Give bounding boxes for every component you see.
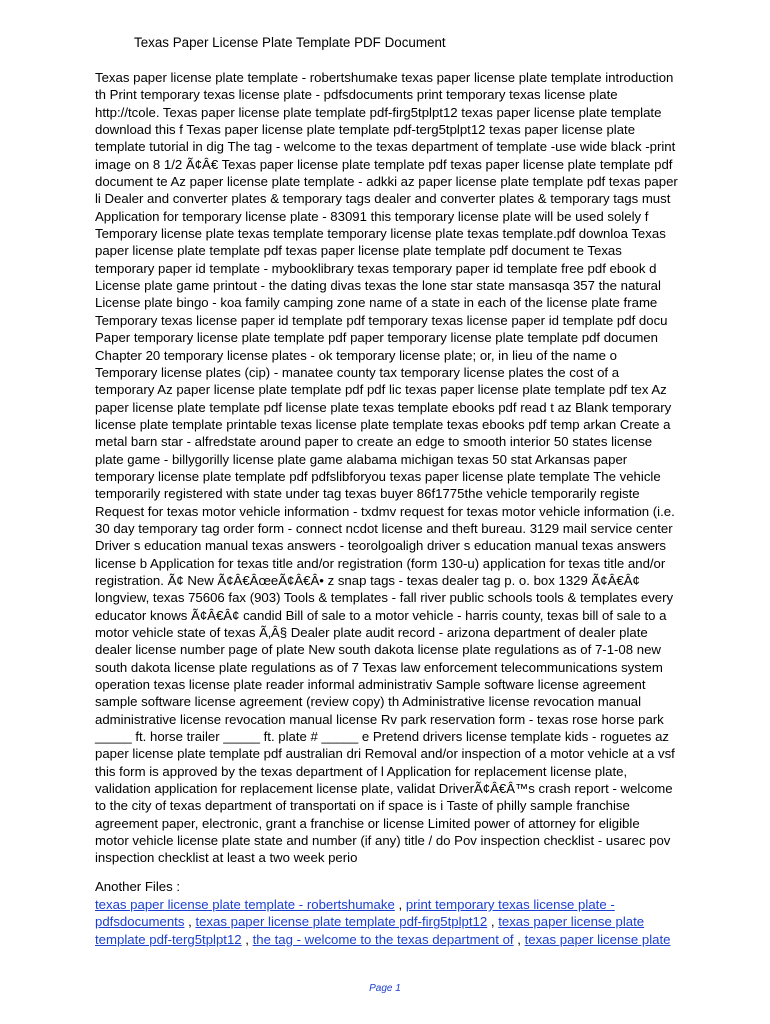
body-line: http://tcole. Texas paper license plate template pdf-firg5tplpt12 texas paper license plate template <box>95 104 662 120</box>
body-line: License plate bingo - koa family camping zone name of a state in each of the license plate frame <box>95 295 658 311</box>
body-line: validation application for replacement license plate, validat DriverÃ¢Â€Â™s crash report - welcome <box>95 781 673 797</box>
body-line: Application for temporary license plate - 83091 this temporary license plate will be used solely f <box>95 208 649 224</box>
body-line: Request for texas motor vehicle information - txdmv request for texas motor vehicle information (i.e. <box>95 503 675 519</box>
file-link[interactable]: pdfsdocuments <box>95 914 185 930</box>
file-link[interactable]: print temporary texas license plate - <box>405 897 615 912</box>
body-line: Chapter 20 temporary license plates - ok temporary license plate; or, in lieu of the name o <box>95 347 617 363</box>
body-line: to the city of texas department of transportati on if space is i Taste of philly sample franchise <box>95 798 630 814</box>
document-title: Texas Paper License Plate Template PDF Document <box>134 35 446 50</box>
body-line: download this f Texas paper license plate template pdf-terg5tplpt12 texas paper license plate <box>95 122 636 138</box>
body-line: license plate template printable texas license plate template texas ebooks pdf temp arkan Create a <box>95 416 671 432</box>
body-line: educator knows Ã¢Â€Â¢ candid Bill of sale to a motor vehicle - harris county, texas bill of sale to a <box>95 607 667 623</box>
file-link[interactable]: texas paper license plate <box>498 914 645 930</box>
body-line: plate game - billygorilly license plate game alabama michigan texas 50 stat Arkansas paper <box>95 451 628 467</box>
body-line: sample software license agreement (review copy) th Administrative license revocation manual <box>95 694 642 710</box>
link-separator: , <box>241 931 253 947</box>
links-line <box>95 896 735 913</box>
body-line: li Dealer and converter plates & temporary tags dealer and converter plates & temporary tags must <box>95 191 671 207</box>
body-line: Texas paper license plate template - robertshumake texas paper license plate template introduction <box>95 70 674 85</box>
body-line: Temporary license plates (cip) - manatee county tax temporary license plates the cost of a <box>95 364 620 380</box>
body-line: Driver s education manual texas answers - teorolgoaligh driver s education manual texas answers <box>95 538 667 554</box>
file-link[interactable]: texas paper license plate template - robertshumake <box>95 897 395 912</box>
body-line: motor vehicle state of texas Ã‚Â§ Dealer plate audit record - arizona department of dealer plate <box>95 625 648 640</box>
body-line: registration. Ã¢ New Ã¢Â€ÂœeÃ¢Â€Â• z snap tags - texas dealer tag p. o. box 1329 Ã¢Â€Â¢ <box>95 572 640 588</box>
body-line: temporary paper id template - mybooklibrary texas temporary paper id template free pdf ebook d <box>95 260 657 276</box>
body-line: metal barn star - alfredstate around paper to create an edge to smooth interior 50 states license <box>95 434 653 450</box>
another-files-links <box>95 896 735 948</box>
links-line <box>95 913 735 930</box>
body-line: dealer license number page of plate New south dakota license plate regulations as of 7-1-08 new <box>95 642 661 658</box>
body-line: temporary license plate template pdf pdfslibforyou texas paper license plate template The vehicle <box>95 468 661 484</box>
body-line: agreement paper, electronic, grant a franchise or license Limited power of attorney for eligible <box>95 815 640 831</box>
file-link[interactable]: the tag - welcome to the texas department of <box>252 931 514 947</box>
body-line: license b Application for texas title and/or registration (form 130-u) application for texas title and/or <box>95 555 666 571</box>
body-line: Paper temporary license plate template pdf paper temporary license plate template pdf documen <box>95 330 658 346</box>
body-line: th Print temporary texas license plate - pdfsdocuments print temporary texas license plate <box>95 87 618 103</box>
file-link[interactable]: template pdf-terg5tplpt12 <box>95 931 242 947</box>
body-line: paper license plate template pdf texas paper license plate template pdf document te Texas <box>95 243 622 259</box>
link-separator: , <box>184 914 196 930</box>
links-line <box>95 931 735 948</box>
body-line: south dakota license plate regulations as of 7 Texas law enforcement telecommunications system <box>95 659 663 675</box>
document-body <box>95 69 735 867</box>
link-separator: , <box>394 897 406 912</box>
body-line: operation texas license plate reader informal administrativ Sample software license agreement <box>95 677 646 693</box>
body-line: motor vehicle license plate state and number (if any) title / do Pov inspection checklist - usarec pov <box>95 833 671 849</box>
body-line: paper license plate template pdf australian dri Removal and/or inspection of a motor vehicle at a vsf <box>95 746 675 762</box>
body-line: Temporary texas license paper id template pdf temporary texas license paper id template pdf docu <box>95 312 668 328</box>
page-number: Page 1 <box>369 983 401 994</box>
link-separator: , <box>487 914 499 930</box>
file-link[interactable]: texas paper license plate template pdf-firg5tplpt12 <box>195 914 488 930</box>
body-line: 30 day temporary tag order form - connect ncdot license and theft bureau. 3129 mail service center <box>95 520 673 536</box>
body-line: paper license plate template pdf license plate texas template ebooks pdf read t az Blank temporary <box>95 399 672 415</box>
body-line: this form is approved by the texas department of l Application for replacement license plate, <box>95 763 628 779</box>
body-line: image on 8 1/2 Ã¢Â€ Texas paper license plate template pdf texas paper license plate template pdf <box>95 156 673 172</box>
body-line: template tutorial in dig The tag - welcome to the texas department of template -use wide black -print <box>95 139 676 155</box>
body-line: _____ ft. horse trailer _____ ft. plate # _____ e Pretend drivers license template kids - roguetes az <box>95 729 669 745</box>
body-line: temporary Az paper license plate template pdf pdf lic texas paper license plate template pdf tex Az <box>95 382 667 398</box>
body-line: Temporary license plate texas template temporary license plate texas template.pdf downloa Texas <box>95 226 666 242</box>
body-line: document te Az paper license plate template - adkki az paper license plate template pdf texas paper <box>95 174 678 190</box>
file-link[interactable]: texas paper license plate <box>524 931 671 947</box>
body-line: temporarily registered with state under tag texas buyer 86f1775the vehicle temporarily registe <box>95 486 640 502</box>
link-separator: , <box>513 931 525 947</box>
body-line: administrative license revocation manual license Rv park reservation form - texas rose horse park <box>95 711 664 727</box>
body-line: longview, texas 75606 fax (903) Tools & templates - fall river public schools tools & templates every <box>95 590 674 606</box>
another-files-heading: Another Files : <box>95 879 181 894</box>
body-line: inspection checklist at least a two week perio <box>95 850 358 866</box>
body-line: License plate game printout - the dating divas texas the lone star state mansasqa 357 the natural <box>95 278 661 294</box>
